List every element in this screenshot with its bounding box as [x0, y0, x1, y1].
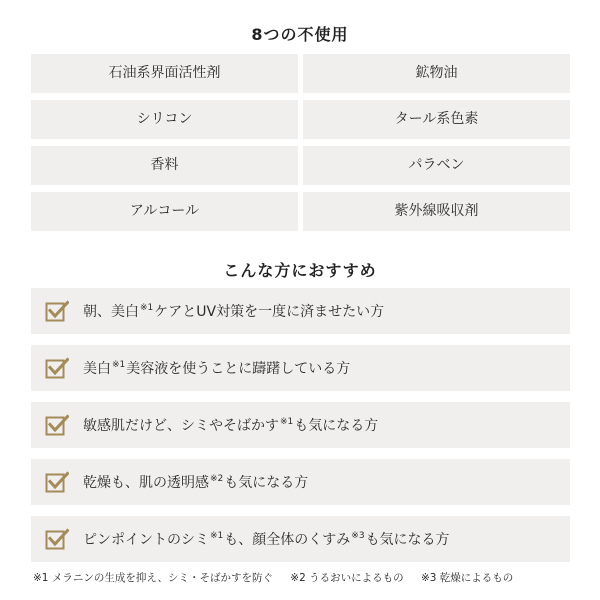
recommend-item	[31, 402, 570, 448]
free-from-item: アルコール	[31, 192, 298, 231]
recommend-item-text: 美白$^{※1}$美容液を使うことに躊躇している方	[83, 360, 351, 377]
recommend-title: こんな方におすすめ	[223, 261, 377, 280]
free-from-item: 石油系界面活性剤	[31, 54, 298, 93]
free-from-grid	[31, 54, 570, 231]
footnote: ※2 うるおいによるもの	[290, 572, 404, 584]
recommend-item	[31, 288, 570, 334]
recommend-item-text: 敏感肌だけど、シミやそばかす$^{※1}$も気になる方	[83, 417, 379, 434]
free-from-title: 8つの不使用	[251, 25, 349, 44]
checkbox-check-icon	[45, 356, 69, 380]
footnotes	[33, 570, 573, 585]
footnote: ※3 乾燥によるもの	[420, 572, 514, 584]
checkbox-check-icon	[45, 413, 69, 437]
free-from-item: 紫外線吸収剤	[303, 192, 570, 231]
free-from-item: 香料	[31, 146, 298, 185]
checkbox-check-icon	[45, 470, 69, 494]
recommend-item	[31, 459, 570, 505]
recommend-item-text: 朝、美白$^{※1}$ケアとUV対策を一度に済ませたい方	[83, 303, 385, 320]
recommend-item	[31, 516, 570, 562]
recommend-item	[31, 345, 570, 391]
free-from-item: パラベン	[303, 146, 570, 185]
free-from-item: 鉱物油	[303, 54, 570, 93]
recommend-item-text: ピンポイントのシミ$^{※1}$も、顔全体のくすみ$^{※3}$も気になる方	[83, 531, 450, 548]
recommend-item-text: 乾燥も、肌の透明感$^{※2}$も気になる方	[83, 474, 309, 491]
checkbox-check-icon	[45, 527, 69, 551]
free-from-item: シリコン	[31, 100, 298, 139]
checkbox-check-icon	[45, 299, 69, 323]
recommend-list	[31, 288, 570, 573]
free-from-item: タール系色素	[303, 100, 570, 139]
footnote: ※1 メラニンの生成を抑え、シミ・そばかすを防ぐ	[33, 572, 273, 584]
